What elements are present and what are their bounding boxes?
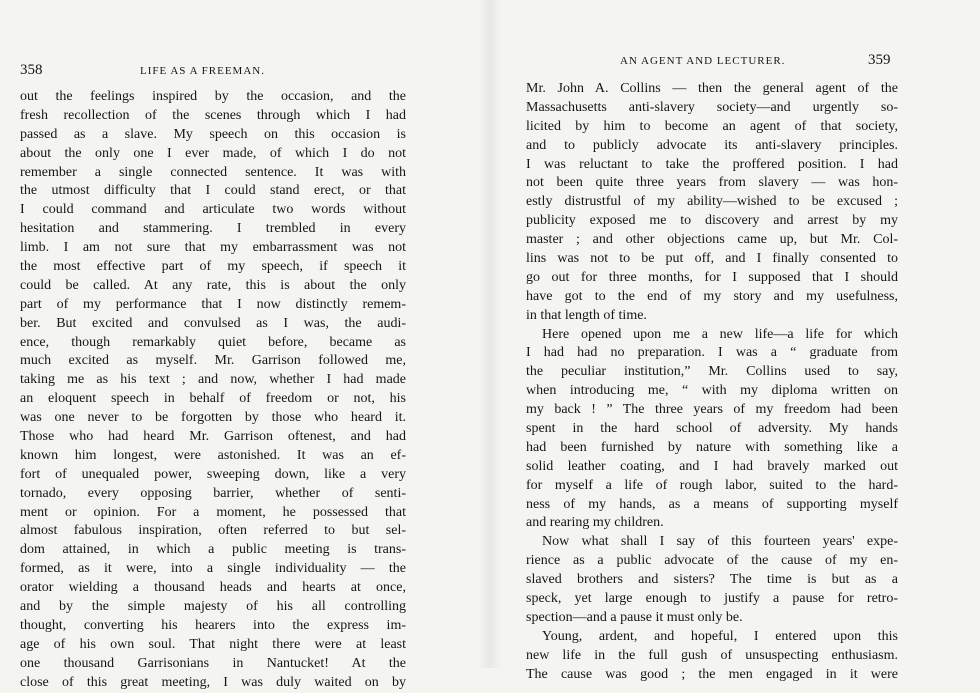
text-line: go out for three months, for I supposed that I should: [526, 269, 898, 285]
text-line: Massachusetts anti-slavery society—and urgently so-: [526, 99, 898, 115]
right-page: [490, 0, 980, 682]
text-line: ment or opinion. For a moment, he possessed that: [20, 504, 406, 520]
text-line: I was reluctant to take the proffered position. I had: [526, 156, 898, 172]
text-line: slaved brothers and sisters? The time is but as a: [526, 572, 898, 588]
text-line: Here opened upon me a new life—a life for which: [542, 326, 898, 342]
text-line: I could command and articulate two words without: [20, 202, 406, 218]
text-line: publicity exposed me to discovery and arrest by my: [526, 213, 898, 229]
text-line: Young, ardent, and hopeful, I entered upon this: [542, 628, 898, 644]
text-line: much excited as myself. Mr. Garrison followed me,: [20, 353, 406, 369]
text-line: Those who had heard Mr. Garrison oftenest, and had: [20, 429, 406, 445]
text-line: the most effective part of my speech, if speech it: [20, 259, 406, 275]
left-page-number: 358: [20, 62, 43, 78]
text-line: Mr. John A. Collins — then the general agent of the: [526, 81, 898, 96]
right-running-head: AN AGENT AND LECTURER.: [620, 55, 786, 67]
text-line: Now what shall I say of this fourteen years' expe-: [542, 534, 898, 550]
text-line: ber. But excited and convulsed as I was, the audi-: [20, 315, 406, 331]
text-line: an eloquent speech in behalf of freedom or not, his: [20, 391, 406, 407]
text-line: in that length of time.: [526, 307, 647, 323]
text-line: hesitation and stammering. I trembled in every: [20, 221, 406, 237]
text-line: about the only one I ever made, of which I do not: [20, 145, 406, 161]
text-line: thought, converting his hearers into the express im-: [20, 617, 406, 633]
left-page-body: [20, 88, 406, 693]
left-page: [0, 0, 490, 690]
text-line: out the feelings inspired by the occasion, and the: [20, 89, 406, 104]
text-line: tornado, every opposing barrier, whether of senti-: [20, 485, 406, 501]
text-line: spection—and a pause it must only be.: [526, 609, 743, 625]
text-line: could be called. At any rate, this is about the only: [20, 277, 406, 293]
text-line: fresh recollection of the scenes through which I had: [20, 107, 406, 123]
text-line: solid leather coating, and I had bravely marked out: [526, 458, 898, 474]
text-line: speck, yet large enough to justify a pause for retro-: [526, 591, 898, 607]
text-line: master ; and other objections came up, but Mr. Col-: [526, 232, 898, 248]
text-line: ence, though remarkably quiet before, became as: [20, 334, 406, 350]
text-line: formed, as it were, into a single individuality — the: [20, 561, 406, 577]
text-line: have got to the end of my story and my usefulness,: [526, 288, 898, 304]
text-line: new life in the full gush of unsuspecting enthusiasm.: [526, 647, 898, 663]
text-line: limb. I am not sure that my embarrassment was not: [20, 240, 406, 256]
text-line: age of his own soul. That night there were at least: [20, 636, 406, 652]
text-line: and rearing my children.: [526, 515, 664, 531]
text-line: not been quite three years from slavery — was hon-: [526, 175, 898, 191]
text-line: remember a single connected sentence. It was with: [20, 164, 406, 180]
text-line: one thousand Garrisonians in Nantucket! At the: [20, 655, 406, 671]
text-line: was one never to be forgotten by those who heard it.: [20, 410, 406, 426]
text-line: passed as a slave. My speech on this occasion is: [20, 126, 406, 142]
text-line: ness of my hands, as a means of supporting myself: [526, 496, 898, 512]
text-line: spent in the hard school of adversity. My hands: [526, 421, 898, 437]
text-line: my back ! ” The three years of my freedom had been: [526, 402, 898, 418]
text-line: I had had no preparation. I was a “ graduate from: [526, 345, 898, 361]
text-line: known him longest, were astonished. It was an ef-: [20, 447, 406, 463]
text-line: the utmost difficulty that I could stand erect, or that: [20, 183, 406, 199]
text-line: and to publicly advocate its anti-slavery principles.: [526, 137, 898, 153]
right-page-number: 359: [868, 52, 891, 68]
text-line: for myself a life of rough labor, suited to the hard-: [526, 477, 898, 493]
text-line: fort of unequaled power, sweeping down, like a very: [20, 466, 406, 482]
text-line: close of this great meeting, I was duly waited on by: [20, 674, 406, 690]
text-line: The cause was good ; the men engaged in it were: [526, 666, 898, 682]
text-line: estly distrustful of my ability—wished to be excused ;: [526, 194, 898, 210]
text-line: the peculiar institution,” Mr. Collins used to say,: [526, 364, 898, 380]
text-line: dom attained, in which a public meeting is trans-: [20, 542, 406, 558]
text-line: and by the simple majesty of his all controlling: [20, 599, 406, 615]
right-page-body: [526, 80, 898, 685]
left-running-head: LIFE AS A FREEMAN.: [140, 65, 265, 77]
text-line: had been furnished by nature with something like a: [526, 439, 898, 455]
text-line: taking me as his text ; and now, whether I had made: [20, 372, 406, 388]
text-line: orator wielding a thousand heads and hearts at once,: [20, 580, 406, 596]
text-line: when introducing me, “ with my diploma written on: [526, 383, 898, 399]
text-line: licited by him to become an agent of that society,: [526, 118, 898, 134]
text-line: almost fabulous inspiration, often referred to but sel-: [20, 523, 406, 539]
text-line: rience as a public advocate of the cause of my en-: [526, 553, 898, 569]
text-line: lins was not to be put off, and I finally consented to: [526, 251, 898, 267]
text-line: part of my performance that I now distinctly remem-: [20, 296, 406, 312]
